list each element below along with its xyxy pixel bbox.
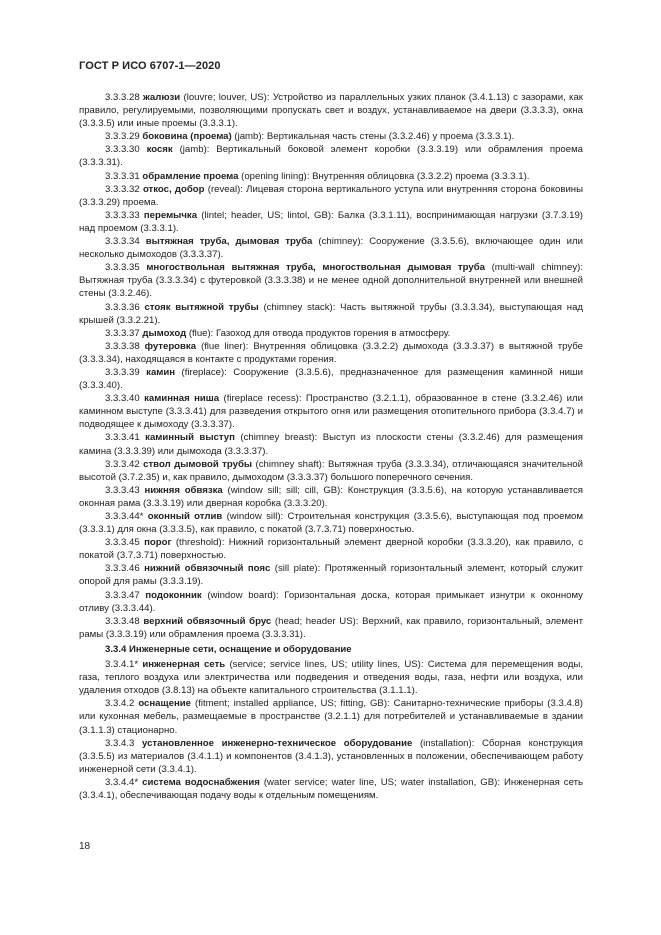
entry-number: 3.3.3.43 <box>105 484 140 496</box>
entry-definition: (chimney stack): Часть вытяжной трубы (3.3.3.34), выступающая над крышей (3.3.2.21). <box>79 301 583 326</box>
entry-number: 3.3.3.34 <box>105 236 140 248</box>
entry-number: 3.3.3.33 <box>105 209 140 221</box>
entry-term: боковина (проема) <box>142 131 232 143</box>
glossary-entry <box>79 458 583 484</box>
entry-number: 3.3.3.31 <box>105 170 140 182</box>
entry-term: футеровка <box>144 340 197 352</box>
document-header: ГОСТ Р ИСО 6707-1—2020 <box>79 60 221 72</box>
entry-number: 3.3.3.37 <box>105 327 140 339</box>
entry-number: 3.3.3.46 <box>105 563 140 575</box>
entry-term: жалюзи <box>142 92 181 103</box>
entry-number: 3.3.4.4* <box>105 776 139 788</box>
entry-definition: (flue): Газоход для отвода продуктов горения в атмосферу. <box>186 327 451 339</box>
entry-number: 3.3.3.36 <box>105 301 140 313</box>
entry-definition: (multi-wall chimney): Вытяжная труба (3.3.3.34) с футеровкой (3.3.3.38) и не менее одной дополнительной внутренней или внешней стены (3.3.2.46). <box>79 262 583 300</box>
glossary-entry <box>79 737 583 776</box>
glossary-entry <box>79 301 583 327</box>
entry-definition: (fireplace recess): Пространство (3.2.1.1), образованное в стене (3.3.2.46) или каминном выступе (3.3.3.41) для разведения открытого огня или размещения отопительного прибора (3.3.4.7) и подводящее к дымоходу (3.3.3.37). <box>79 393 583 431</box>
entry-number: 3.3.4.1* <box>105 659 139 671</box>
glossary-entry <box>79 261 583 300</box>
entry-term: обрамление проема <box>142 170 239 182</box>
entry-definition: (jamb): Вертикальная часть стены (3.3.2.46) у проема (3.3.3.1). <box>231 131 515 143</box>
entry-term: ствол дымовой трубы <box>143 458 253 470</box>
entry-definition: (fireplace): Сооружение (3.3.5.6), предназначенное для размещения каминной ниши (3.3.3.40). <box>79 366 583 392</box>
glossary-entry <box>79 562 583 588</box>
glossary-entry <box>79 392 583 431</box>
entry-term: вытяжная труба, дымовая труба <box>145 236 313 248</box>
entry-term: система водоснабжения <box>142 776 260 788</box>
glossary-entry <box>79 536 583 562</box>
glossary-entry <box>79 431 583 457</box>
glossary-entry <box>79 776 583 802</box>
glossary-entry <box>79 510 583 536</box>
entry-term: многоствольная вытяжная труба, многоствольная дымовая труба <box>146 262 485 274</box>
entry-definition: (flue liner): Внутренняя облицовка (3.3.2.2) дымохода (3.3.3.37) в вытяжной трубе (3.3.3.34), находящаяся в контакте с продуктами горения. <box>79 340 584 365</box>
entry-term: стояк вытяжной трубы <box>144 301 259 313</box>
glossary-entry <box>79 484 583 510</box>
glossary-entry <box>79 91 583 130</box>
entry-number: 3.3.4.3 <box>105 737 135 749</box>
entry-definition: (jamb): Вертикальный боковой элемент коробки (3.3.3.19) или обрамления проема (3.3.3.31). <box>79 144 584 169</box>
entry-definition: (head; header US): Верхний, как правило, горизонтальный, элемент рамы (3.3.3.19) или обрамления проема (3.3.3.31). <box>79 615 584 640</box>
entry-term: подоконник <box>145 589 202 601</box>
glossary-entry <box>79 658 583 697</box>
entry-number: 3.3.3.32 <box>105 183 140 195</box>
entry-number: 3.3.3.39 <box>105 366 140 378</box>
entry-number: 3.3.4.2 <box>105 698 135 710</box>
entry-definition: (threshold): Нижний горизонтальный элемент дверной коробки (3.3.3.20), как правило, с покатой (3.7.3.71) поверхностью. <box>79 537 584 562</box>
glossary-entry <box>79 589 583 615</box>
entry-definition: (window sill): Строительная конструкция (3.3.5.6), выступающая под проемом (3.3.3.1) для окна (3.3.3.5), как правило, с покатой (3.7.3.71) поверхностью. <box>79 511 583 536</box>
entry-definition: (window sill; sill; cill, GB): Конструкция (3.3.5.6), на которую устанавливается оконная рама (3.3.3.19) или дверная коробка (3.3.3.20). <box>79 484 584 509</box>
entry-term: оснащение <box>138 698 191 710</box>
entry-definition: (lintel; header, US; lintol, GB): Балка (3.3.1.11), воспринимающая нагрузки (3.7.3.19) над проемом (3.3.3.1). <box>79 209 583 234</box>
entry-number: 3.3.3.47 <box>105 589 140 601</box>
entry-definition: (opening lining): Внутренняя облицовка (3.3.2.2) проема (3.3.3.1). <box>238 170 530 182</box>
glossary-entry <box>79 143 583 169</box>
section-heading: 3.3.4 Инженерные сети, оснащение и оборудование <box>105 643 352 655</box>
entry-number: 3.3.3.42 <box>105 458 140 470</box>
entry-term: косяк <box>146 144 173 156</box>
glossary-entry <box>79 130 583 143</box>
entry-term: нижний обвязочный пояс <box>144 563 271 575</box>
entry-term: оконный отлив <box>147 511 223 522</box>
entry-definition: (chimney): Сооружение (3.3.5.6), включающее один или несколько дымоходов (3.3.3.37). <box>79 236 583 261</box>
entry-definition: (reveal): Лицевая сторона вертикального уступа или внутренняя сторона боковины (3.3.3.29) проема. <box>79 183 583 208</box>
entry-term: каминный выступ <box>145 432 235 444</box>
document-body <box>79 91 583 802</box>
entry-term: инженерная сеть <box>142 659 226 671</box>
entry-definition: (chimney shaft): Вытяжная труба (3.3.3.34), отличающаяся значительной высотой (3.7.2.35) и, как правило, дымоходом (3.3.3.37) большого поперечного сечения. <box>79 458 584 483</box>
glossary-entry <box>79 209 583 235</box>
entry-term: порог <box>144 537 172 549</box>
entry-term: верхний обвязочный брус <box>143 615 272 627</box>
entry-number: 3.3.3.29 <box>105 131 140 143</box>
glossary-entry <box>79 366 583 392</box>
entry-number: 3.3.3.38 <box>105 340 140 352</box>
entry-number: 3.3.3.44* <box>105 511 144 522</box>
glossary-entry <box>79 235 583 261</box>
entry-number: 3.3.3.30 <box>105 144 140 156</box>
entry-definition: (fitment; installed appliance, US; fitting, GB): Санитарно-технические приборы (3.3.4.8) или кухонная мебель, размещаемые в пространстве (3.2.1.1) для потребителей и устанавливаемые в здании (3.1.1.3) стационарно. <box>79 698 583 736</box>
entry-term: перемычка <box>143 209 198 221</box>
entry-number: 3.3.3.40 <box>105 393 140 405</box>
glossary-entry <box>79 170 583 183</box>
glossary-entry <box>79 183 583 209</box>
entry-number: 3.3.3.35 <box>105 262 140 274</box>
entry-definition: (installation): Сборная конструкция (3.3.5.5) из материалов (3.4.1.1) и компонентов (3.4.1.3), установленных в положении, обеспечивающем работу инженерной сети (3.3.4.1). <box>79 737 583 775</box>
glossary-entry <box>79 327 583 340</box>
glossary-list-section-3-3-4 <box>79 658 583 802</box>
glossary-list-section-3-3-3 <box>79 91 583 641</box>
entry-definition: (service; service lines, US; utility lines, US): Система для перемещения воды, газа, теплого воздуха или электричества или подведения и отведения воды, газа, нефти или воздуха, или удаления отходов (3.8.13) на объекте капитального строительства (3.1.1.1). <box>79 659 584 697</box>
entry-number: 3.3.3.45 <box>105 537 140 549</box>
glossary-entry <box>79 340 583 366</box>
entry-definition: (louvre; louver, US): Устройство из параллельных узких планок (3.4.1.13) с зазорами, как правило, регулируемыми, позволяющими пропускать свет и воздух, устанавливаемое на двери (3.3.3.3), окна (3.3.3.5) или иные проемы (3.3.3.1). <box>79 92 583 130</box>
glossary-entry <box>79 615 583 641</box>
entry-term: каминная ниша <box>144 393 220 405</box>
entry-definition: (water service; water line, US; water installation, GB): Инженерная сеть (3.3.4.1), обеспечивающая подачу воды к отдельным помещениям. <box>79 776 584 801</box>
entry-number: 3.3.3.28 <box>105 92 140 103</box>
entry-definition: (sill plate): Протяженный горизонтальный элемент, который служит опорой для рамы (3.3.3.19). <box>79 563 584 588</box>
entry-definition: (chimney breast): Выступ из плоскости стены (3.3.2.46) для размещения камина (3.3.3.39) или дымохода (3.3.3.37). <box>79 432 583 457</box>
page-number: 18 <box>79 841 91 852</box>
glossary-entry <box>79 697 583 736</box>
entry-term: нижняя обвязка <box>144 484 223 496</box>
entry-term: дымоход <box>142 327 187 339</box>
entry-number: 3.3.3.41 <box>105 432 140 444</box>
entry-term: откос, добор <box>142 183 205 195</box>
entry-definition: (window board): Горизонтальная доска, которая примыкает изнутри к оконному отливу (3.3.3.44). <box>79 589 583 614</box>
entry-number: 3.3.3.48 <box>105 615 140 627</box>
entry-term: камин <box>146 366 176 378</box>
entry-term: установленное инженерно-техническое оборудование <box>142 737 413 749</box>
